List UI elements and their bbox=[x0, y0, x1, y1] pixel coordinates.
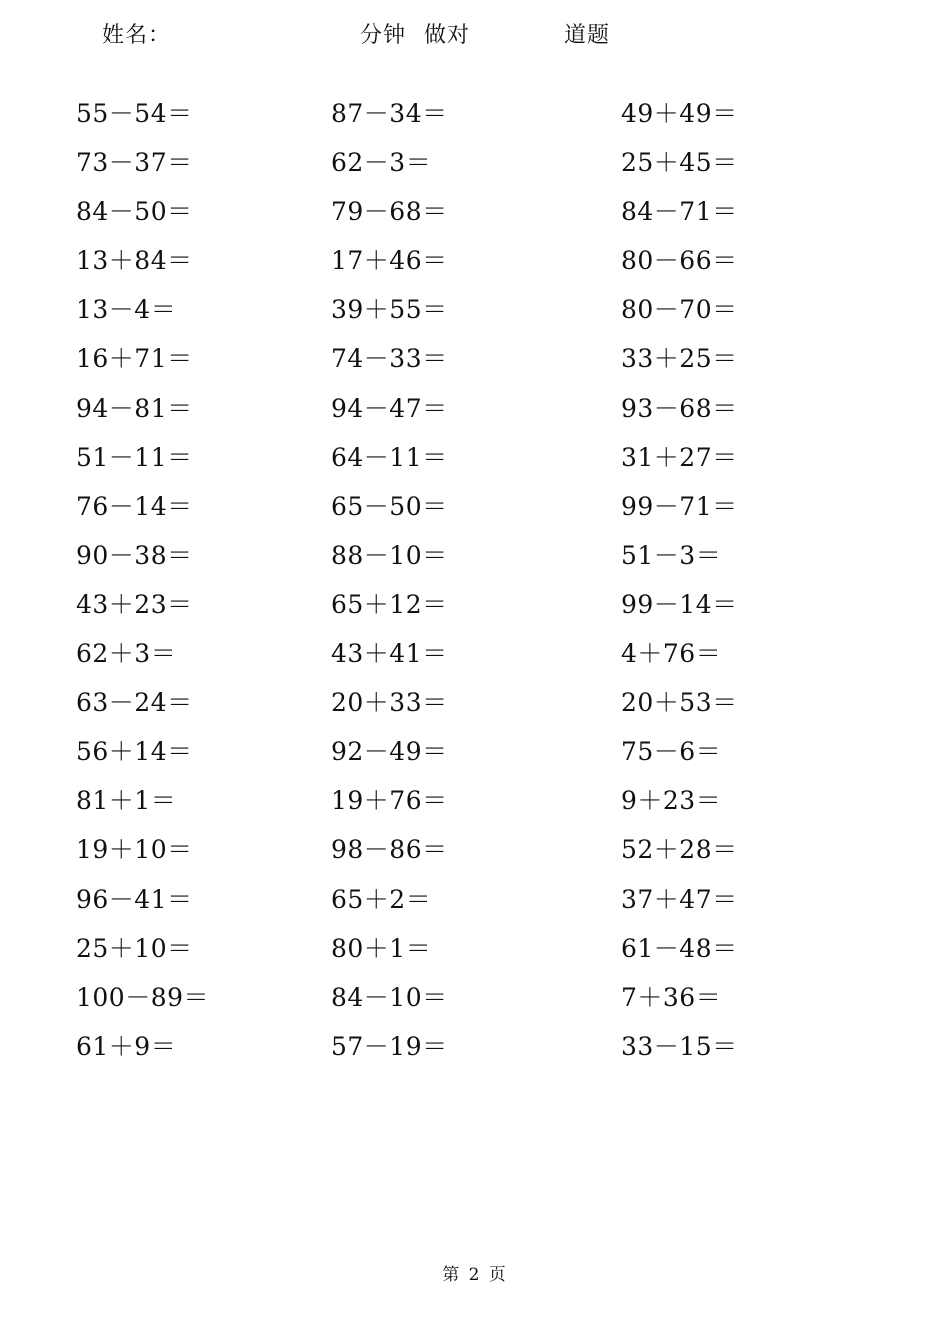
problem-item: 74－33＝ bbox=[331, 344, 448, 374]
problem-item: 65－50＝ bbox=[331, 491, 448, 521]
problem-item: 37＋47＝ bbox=[621, 884, 738, 914]
problem-row bbox=[0, 783, 950, 832]
correct-label: 做对 bbox=[424, 23, 471, 48]
problem-row bbox=[0, 980, 950, 1029]
problem-item: 19＋10＝ bbox=[76, 835, 193, 865]
problem-row bbox=[0, 489, 950, 538]
problem-item: 31＋27＝ bbox=[621, 442, 738, 472]
problem-item: 62－3＝ bbox=[331, 148, 432, 178]
problem-item: 99－14＝ bbox=[621, 589, 738, 619]
problem-row bbox=[0, 1029, 950, 1078]
page-number: 第 2 页 bbox=[442, 1265, 508, 1285]
problem-item: 51－3＝ bbox=[621, 540, 722, 570]
problem-item: 57－19＝ bbox=[331, 1031, 448, 1061]
problem-item: 63－24＝ bbox=[76, 688, 193, 718]
problem-item: 25＋45＝ bbox=[621, 148, 738, 178]
problem-row bbox=[0, 96, 950, 145]
problem-item: 65＋12＝ bbox=[331, 589, 448, 619]
problem-item: 65＋2＝ bbox=[331, 884, 432, 914]
problem-item: 94－47＝ bbox=[331, 393, 448, 423]
problem-item: 80－66＝ bbox=[621, 246, 738, 276]
problem-item: 13＋84＝ bbox=[76, 246, 193, 276]
problem-item: 7＋36＝ bbox=[621, 982, 722, 1012]
problem-item: 76－14＝ bbox=[76, 491, 193, 521]
problem-row bbox=[0, 538, 950, 587]
problem-row bbox=[0, 685, 950, 734]
problem-item: 100－89＝ bbox=[76, 982, 210, 1012]
problem-item: 61＋9＝ bbox=[76, 1031, 177, 1061]
name-label: 姓名： bbox=[102, 23, 172, 48]
problem-item: 84－10＝ bbox=[331, 982, 448, 1012]
problem-item: 19＋76＝ bbox=[331, 786, 448, 816]
problem-row bbox=[0, 243, 950, 292]
problem-row bbox=[0, 734, 950, 783]
problem-item: 81＋1＝ bbox=[76, 786, 177, 816]
problem-item: 25＋10＝ bbox=[76, 933, 193, 963]
minutes-label: 分钟 bbox=[360, 23, 407, 48]
problem-item: 93－68＝ bbox=[621, 393, 738, 423]
problem-row bbox=[0, 882, 950, 931]
problem-item: 80＋1＝ bbox=[331, 933, 432, 963]
problem-item: 88－10＝ bbox=[331, 540, 448, 570]
problem-item: 90－38＝ bbox=[76, 540, 193, 570]
problem-item: 64－11＝ bbox=[331, 442, 448, 472]
problem-item: 96－41＝ bbox=[76, 884, 193, 914]
problem-row bbox=[0, 440, 950, 489]
problem-row bbox=[0, 587, 950, 636]
problem-item: 51－11＝ bbox=[76, 442, 193, 472]
problem-item: 33－15＝ bbox=[621, 1031, 738, 1061]
problem-grid bbox=[0, 96, 950, 1078]
problem-item: 17＋46＝ bbox=[331, 246, 448, 276]
problem-row bbox=[0, 341, 950, 390]
problem-item: 84－50＝ bbox=[76, 197, 193, 227]
problem-item: 33＋25＝ bbox=[621, 344, 738, 374]
problem-item: 39＋55＝ bbox=[331, 295, 448, 325]
problem-row bbox=[0, 636, 950, 685]
problem-item: 49＋49＝ bbox=[621, 99, 738, 128]
problem-item: 62＋3＝ bbox=[76, 639, 177, 669]
problem-item: 94－81＝ bbox=[76, 393, 193, 423]
problem-item: 16＋71＝ bbox=[76, 344, 193, 374]
problem-item: 4＋76＝ bbox=[621, 639, 722, 669]
worksheet-header bbox=[0, 18, 950, 52]
problem-row bbox=[0, 292, 950, 341]
problem-row bbox=[0, 194, 950, 243]
problem-item: 75－6＝ bbox=[621, 737, 722, 767]
problem-item: 43＋23＝ bbox=[76, 589, 193, 619]
questions-label: 道题 bbox=[564, 23, 611, 48]
problem-item: 73－37＝ bbox=[76, 148, 193, 178]
problem-item: 79－68＝ bbox=[331, 197, 448, 227]
problem-row bbox=[0, 931, 950, 980]
problem-item: 20＋33＝ bbox=[331, 688, 448, 718]
problem-item: 92－49＝ bbox=[331, 737, 448, 767]
problem-item: 13－4＝ bbox=[76, 295, 177, 325]
problem-item: 61－48＝ bbox=[621, 933, 738, 963]
problem-item: 55－54＝ bbox=[76, 99, 193, 128]
problem-item: 52＋28＝ bbox=[621, 835, 738, 865]
problem-row bbox=[0, 832, 950, 881]
problem-item: 84－71＝ bbox=[621, 197, 738, 227]
problem-item: 99－71＝ bbox=[621, 491, 738, 521]
problem-item: 56＋14＝ bbox=[76, 737, 193, 767]
problem-item: 98－86＝ bbox=[331, 835, 448, 865]
problem-item: 20＋53＝ bbox=[621, 688, 738, 718]
problem-item: 9＋23＝ bbox=[621, 786, 722, 816]
problem-item: 43＋41＝ bbox=[331, 639, 448, 669]
problem-item: 80－70＝ bbox=[621, 295, 738, 325]
problem-row bbox=[0, 145, 950, 194]
problem-row bbox=[0, 391, 950, 440]
problem-item: 87－34＝ bbox=[331, 99, 448, 128]
